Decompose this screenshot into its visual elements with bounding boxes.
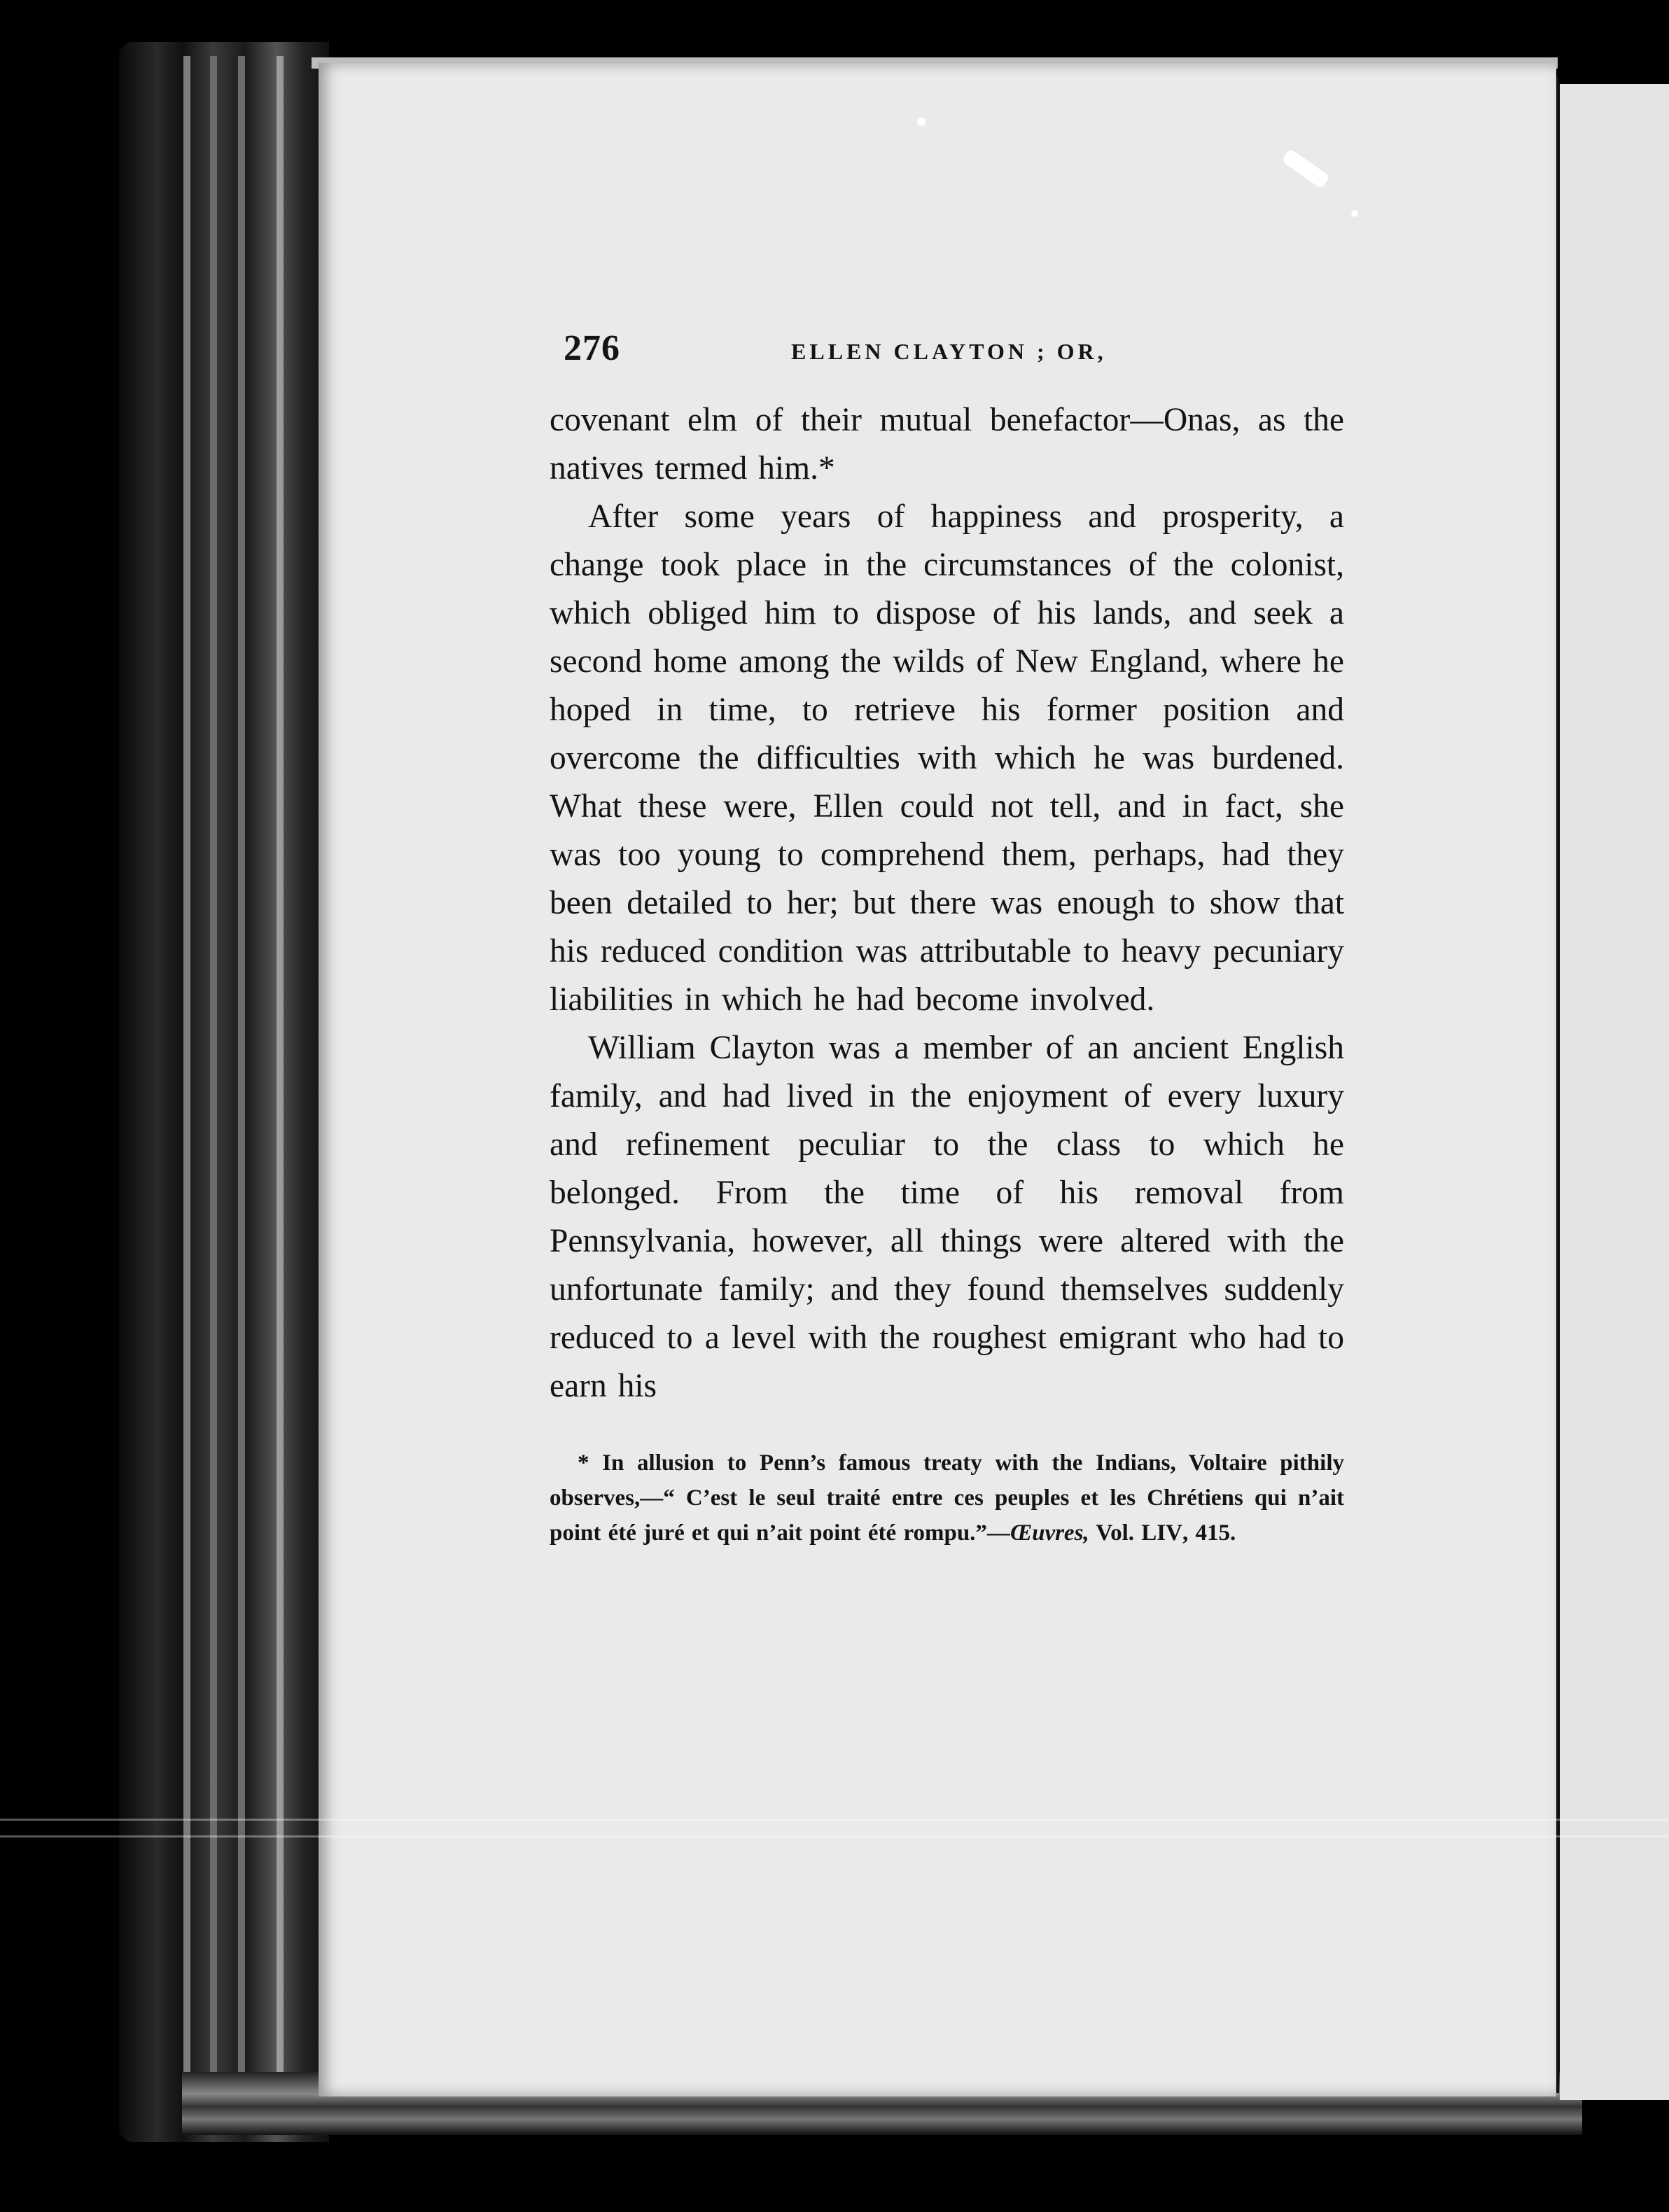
footnote-citation-page: , 415. [1182, 1520, 1236, 1546]
book-binding [119, 42, 329, 2142]
page-edge-stripe [277, 56, 284, 2128]
footnote-citation-work: Œuvres, [1010, 1520, 1089, 1546]
footnote-text [550, 1446, 1344, 1550]
page-edge-stripe [238, 56, 245, 2128]
scan-speck [1351, 210, 1358, 217]
body-text [550, 396, 1344, 1410]
footnote-body: * In allusion to Penn’s famous treaty with the Indians, Voltaire pithily observes,—“ C’est le seul traité entre ces peuples et les Chrétiens qui n’ait point été juré et qui n’ait point été rompu.”— [550, 1450, 1344, 1546]
page-content [550, 328, 1344, 1550]
page-header [550, 328, 1344, 384]
paragraph: After some years of happiness and prosperity, a change took place in the circumstances of the colonist, which obliged him to dispose of his lands, and seek a second home among the wilds of New England, where he hoped in time, to retrieve his former position and overcome the difficulties with which he was burdened. What these were, Ellen could not tell, and in fact, she was too young to comprehend them, perhaps, had they been detailed to her; but there was enough to show that his reduced condition was attributable to heavy pecuniary liabilities in which he had become involved. [550, 498, 1344, 1018]
scan-artifact [0, 1819, 1669, 1821]
page-edge-stripe [183, 56, 190, 2128]
footnote [550, 1446, 1344, 1550]
scan-artifact [0, 1835, 1669, 1837]
page-number: 276 [564, 328, 620, 368]
facing-page-leaf [1560, 84, 1669, 2100]
footnote-citation-vol: Vol. [1089, 1520, 1142, 1546]
footnote-citation-vol-number: LIV [1141, 1520, 1182, 1546]
page-edge-stripe [210, 56, 217, 2128]
paragraph: covenant elm of their mutual benefactor—Onas, as the natives termed him.* [550, 402, 1344, 486]
paragraph: William Clayton was a member of an ancient English family, and had lived in the enjoyment of every luxury and refinement peculiar to the class to which he belonged. From the time of his removal from Pennsylvania, however, all things were altered with the unfortunate family; and they found themselves suddenly reduced to a level with the roughest emigrant who had to earn his [550, 1030, 1344, 1404]
running-head: ELLEN CLAYTON ; OR, [791, 339, 1107, 364]
scan-speck [917, 118, 926, 126]
